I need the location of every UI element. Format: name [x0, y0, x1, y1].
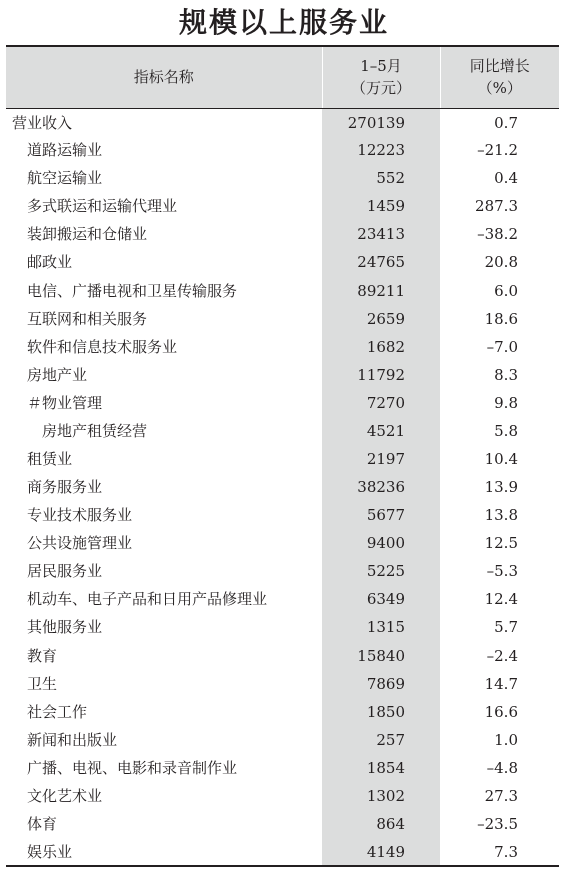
indicator-name-cell: 装卸搬运和仓储业 — [27, 225, 148, 244]
indicator-name-cell: 社会工作 — [27, 702, 88, 721]
header-indicator-name-label: 指标名称 — [133, 68, 194, 87]
growth-cell: 12.5 — [484, 534, 518, 553]
table-row — [6, 164, 559, 192]
indicator-name-cell: 商务服务业 — [27, 478, 103, 497]
growth-cell: 0.7 — [494, 114, 518, 133]
value-cell: 257 — [322, 726, 440, 754]
indicator-name-cell: 营业收入 — [12, 114, 73, 133]
table-row — [6, 613, 559, 641]
value-cell: 4149 — [322, 838, 440, 866]
growth-cell: 0.4 — [494, 169, 518, 188]
indicator-name-cell: 租赁业 — [27, 449, 73, 468]
growth-cell: 1.0 — [494, 730, 518, 749]
indicator-name-cell: 互联网和相关服务 — [27, 309, 148, 328]
growth-cell: 12.4 — [484, 590, 518, 609]
table-row — [6, 670, 559, 698]
growth-cell: 14.7 — [484, 674, 518, 693]
table-row — [6, 248, 559, 276]
value-cell: 270139 — [322, 108, 440, 136]
value-cell: 12223 — [322, 136, 440, 164]
indicator-name-cell: 教育 — [27, 646, 58, 665]
indicator-name-cell: 多式联运和运输代理业 — [27, 197, 178, 216]
value-cell: 23413 — [322, 220, 440, 248]
growth-cell: 18.6 — [484, 309, 518, 328]
indicator-name-cell: 道路运输业 — [27, 141, 103, 160]
value-cell: 2659 — [322, 305, 440, 333]
growth-cell: 9.8 — [494, 393, 518, 412]
growth-cell: 5.7 — [494, 618, 518, 637]
table-row — [6, 641, 559, 669]
indicator-name-cell: 专业技术服务业 — [27, 506, 133, 525]
value-cell: 6349 — [322, 585, 440, 613]
table-row — [6, 389, 559, 417]
table-row — [6, 838, 559, 866]
table-row — [6, 473, 559, 501]
growth-cell: –21.2 — [477, 141, 518, 160]
growth-cell: –2.4 — [486, 646, 518, 665]
value-cell: 89211 — [322, 276, 440, 304]
indicator-name-cell: 卫生 — [27, 674, 58, 693]
table-row — [6, 529, 559, 557]
header-value-unit: （万元） — [350, 79, 411, 98]
value-cell: 15840 — [322, 641, 440, 669]
value-cell: 38236 — [322, 473, 440, 501]
value-cell: 24765 — [322, 248, 440, 276]
value-cell: 864 — [322, 810, 440, 838]
table-row — [6, 108, 559, 136]
growth-cell: 13.9 — [484, 478, 518, 497]
growth-cell: 10.4 — [484, 449, 518, 468]
value-cell: 1682 — [322, 333, 440, 361]
growth-cell: 7.3 — [440, 838, 559, 866]
growth-cell: 5.8 — [494, 421, 518, 440]
table-row — [6, 810, 559, 838]
table-row — [6, 220, 559, 248]
page-title: 规模以上服务业 — [178, 6, 389, 39]
indicator-name-cell: 文化艺术业 — [27, 786, 103, 805]
table-header — [6, 46, 559, 108]
growth-cell: –4.8 — [486, 758, 518, 777]
value-cell: 2197 — [322, 445, 440, 473]
header-value-period: 1–5月 — [360, 57, 402, 76]
header-growth-unit: （%） — [477, 79, 522, 98]
growth-cell: 6.0 — [494, 281, 518, 300]
table-row — [6, 192, 559, 220]
header-value — [322, 46, 440, 108]
value-cell: 4521 — [322, 417, 440, 445]
indicator-name-cell: 公共设施管理业 — [27, 534, 133, 553]
table-row — [6, 557, 559, 585]
value-cell: 7270 — [322, 389, 440, 417]
header-indicator-name — [6, 46, 322, 108]
growth-cell: –5.3 — [486, 562, 518, 581]
indicator-name-cell: 体育 — [27, 814, 58, 833]
table-row — [6, 445, 559, 473]
value-cell: 1315 — [322, 613, 440, 641]
header-row — [6, 46, 559, 108]
table-row — [6, 782, 559, 810]
growth-cell: 16.6 — [484, 702, 518, 721]
indicator-name-cell: 广播、电视、电影和录音制作业 — [27, 758, 238, 777]
growth-cell: –23.5 — [477, 814, 518, 833]
table-row — [6, 501, 559, 529]
growth-cell: 287.3 — [475, 197, 518, 216]
indicator-name-cell: 娱乐业 — [6, 838, 322, 866]
table-row — [6, 698, 559, 726]
value-cell: 5677 — [322, 501, 440, 529]
table-row — [6, 276, 559, 304]
table-row — [6, 136, 559, 164]
table-row — [6, 361, 559, 389]
indicator-name-cell: 邮政业 — [27, 253, 73, 272]
indicator-name-cell: 其他服务业 — [27, 618, 103, 637]
value-cell: 1302 — [322, 782, 440, 810]
indicator-name-cell: 房地产业 — [27, 365, 88, 384]
indicator-name-cell: 电信、广播电视和卫星传输服务 — [27, 281, 238, 300]
table-row — [6, 585, 559, 613]
value-cell: 11792 — [322, 361, 440, 389]
value-cell: 1459 — [322, 192, 440, 220]
value-cell: 5225 — [322, 557, 440, 585]
table-row — [6, 305, 559, 333]
value-cell: 9400 — [322, 529, 440, 557]
growth-cell: –7.0 — [486, 337, 518, 356]
table-row — [6, 417, 559, 445]
table-row — [6, 754, 559, 782]
value-cell: 552 — [322, 164, 440, 192]
indicator-name-cell: 居民服务业 — [27, 562, 103, 581]
indicator-name-cell: 房地产租赁经营 — [42, 421, 148, 440]
indicator-name-cell: 航空运输业 — [27, 169, 103, 188]
table-row — [6, 726, 559, 754]
growth-cell: 8.3 — [494, 365, 518, 384]
indicator-name-cell: 新闻和出版业 — [27, 730, 118, 749]
header-growth-label: 同比增长 — [469, 57, 530, 76]
indicator-name-cell: 机动车、电子产品和日用产品修理业 — [27, 590, 268, 609]
growth-cell: –38.2 — [477, 225, 518, 244]
statistics-table — [6, 45, 559, 867]
value-cell: 1850 — [322, 698, 440, 726]
indicator-name-cell: ＃物业管理 — [27, 393, 103, 412]
value-cell: 1854 — [322, 754, 440, 782]
table-row — [6, 333, 559, 361]
indicator-name-cell: 软件和信息技术服务业 — [27, 337, 178, 356]
growth-cell: 27.3 — [484, 786, 518, 805]
growth-cell: 20.8 — [484, 253, 518, 272]
table-body — [6, 108, 559, 866]
header-growth — [440, 46, 559, 108]
growth-cell: 13.8 — [484, 506, 518, 525]
value-cell: 7869 — [322, 670, 440, 698]
